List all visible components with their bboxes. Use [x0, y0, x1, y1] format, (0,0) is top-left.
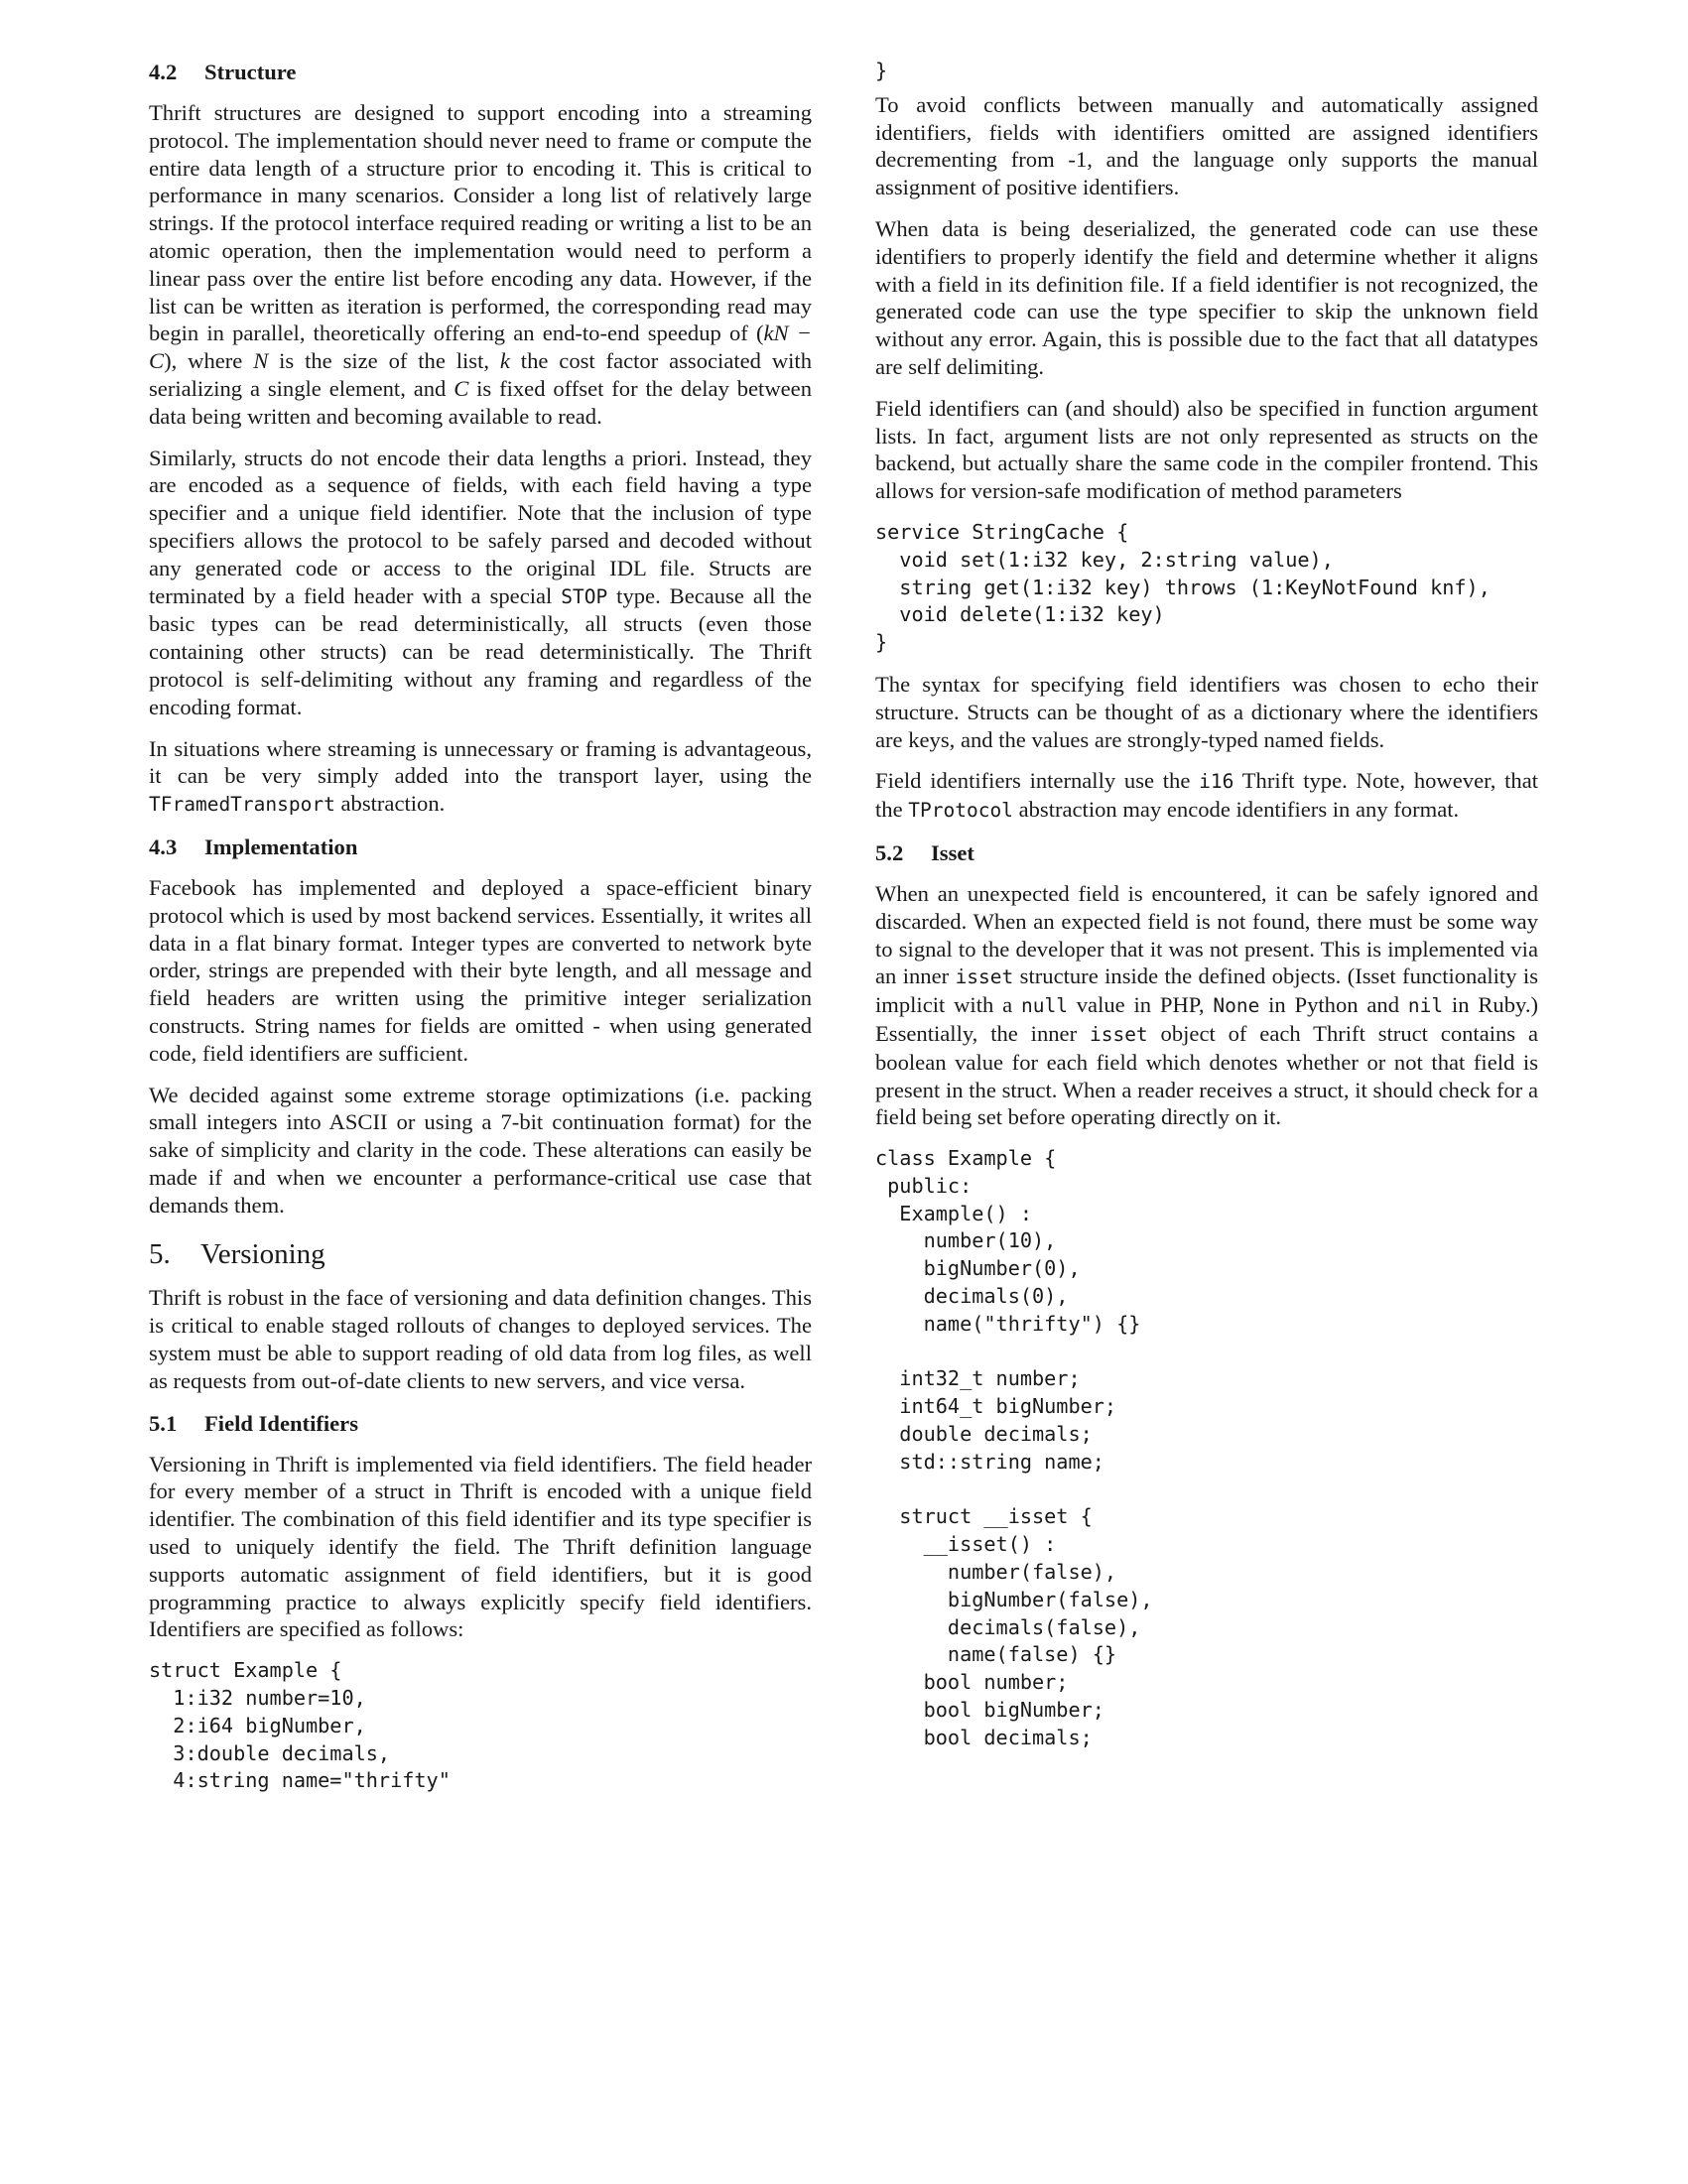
text-run: Thrift type. Note, however, that the [875, 768, 1539, 823]
math-variable: k [499, 348, 510, 374]
paragraph-syntax-echo: The syntax for specifying field identifiers was chosen to echo their structure. Structs can be thought of as a dictionary where the identifiers are keys, and the values are strongly-typed named fields. [875, 671, 1538, 752]
text-run: the cost factor associated with serializing a single element, and [149, 348, 812, 401]
paragraph-structure-framing [149, 735, 812, 819]
inline-code: None [1213, 994, 1260, 1018]
math-variable: C [454, 375, 469, 401]
section-number: 5.1 [149, 1410, 178, 1436]
paragraph-isset [875, 880, 1538, 1131]
section-title: Isset [931, 839, 974, 865]
paragraph-field-identifiers: Versioning in Thrift is implemented via field identifiers. The field header for every member of a struct in Thrift is encoded with a unique field identifier. The combination of this field identifier and its type specifier is used to uniquely identify the field. The Thrift definition language supports automatic assignment of field identifiers, but it is good programming practice to always explicitly specify field identifiers. Identifiers are specified as follows: [149, 1451, 812, 1642]
text-run: structure inside the defined objects. (Isset functionality is implicit with a [875, 964, 1538, 1018]
text-run: Thrift structures are designed to support encoding into a streaming protocol. The implementation should never need to frame or compute the entire data length of a structure prior to encoding it. This is critical to performance in many scenarios. Consider a long list of relatively large strings. If the protocol interface required reading or writing a list to be an atomic operation, then the implementation would need to perform a linear pass over the entire list before encoding any data. However, if the list can be written as iteration is performed, the corresponding read may begin in parallel, theoretically offering an end-to-end speedup of ( [149, 100, 812, 346]
code-block-closing-brace: } [875, 59, 888, 82]
paragraph-implementation-binary: Facebook has implemented and deployed a space-efficient binary protocol which is used by most backend services. Essentially, it writes all data in a flat binary format. Integer types are converted to network byte order, strings are prepended with their byte length, and all message and field headers are written using the primitive integer serialization constructs. String names for fields are omitted - when using generated code, field identifiers are sufficient. [149, 874, 812, 1066]
inline-code: TProtocol [908, 799, 1013, 823]
section-number: 4.2 [149, 60, 178, 84]
inline-code: TFramedTransport [149, 793, 335, 817]
text-run: ), where [164, 348, 254, 374]
paragraph-versioning: Thrift is robust in the face of versioning and data definition changes. This is critical to enable staged rollouts of changes to deployed services. The system must be able to support reading of old data from log files, as well as requests from out-of-date clients to new servers, and vice versa. [149, 1285, 812, 1393]
paragraph-identifier-conflicts: To avoid conflicts between manually and automatically assigned identifiers, fields with identifiers omitted are assigned identifiers decrementing from -1, and the language only supports the manual assignment of positive identifiers. [875, 91, 1538, 200]
section-heading-5 [149, 1236, 812, 1272]
code-block-struct-example: struct Example { 1:i32 number=10, 2:i64 bigNumber, 3:double decimals, 4:string name="thrifty" [149, 1658, 451, 1793]
inline-code: nil [1407, 994, 1444, 1018]
text-run: value in PHP, [1067, 992, 1214, 1018]
section-number: 5.2 [875, 839, 904, 865]
section-number: 5. [149, 1238, 171, 1271]
right-column [875, 58, 1538, 1766]
text-run: in Python and [1259, 992, 1408, 1018]
text-run: Field identifiers internally use the [875, 768, 1200, 794]
inline-code: isset [955, 965, 1014, 989]
text-run: is fixed offset for the delay between data being written and becoming available to read. [149, 375, 812, 429]
text-run: object of each Thrift struct contains a boolean value for each field which denotes whether or not that field is present in the struct. When a reader receives a struct, it should check for a field being set before operating directly on it. [875, 1020, 1538, 1130]
inline-code: null [1020, 994, 1068, 1018]
text-run: In situations where streaming is unnecessary or framing is advantageous, it can be very simply added into the transport layer, using the [149, 735, 812, 789]
left-column [149, 58, 812, 1809]
section-title: Versioning [200, 1238, 325, 1271]
inline-code: STOP [561, 584, 608, 608]
text-run: When an unexpected field is encountered, it can be safely ignored and discarded. When an expected field is not found, there must be some way to signal to the developer that it was not present. This is implemented via an inner [875, 880, 1538, 989]
text-run: abstraction. [334, 791, 446, 817]
section-title: Structure [204, 60, 297, 84]
paragraph-structure-lengths [149, 445, 812, 721]
paragraph-deserialization: When data is being deserialized, the generated code can use these identifiers to properly identify the field and determine whether it aligns with a field in its definition file. If a field identifier is not recognized, the generated code can use the type specifier to skip the unknown field without any error. Again, this is possible due to the fact that all datatypes are self delimiting. [875, 215, 1538, 379]
section-title: Implementation [204, 834, 358, 859]
paragraph-structure-streaming [149, 99, 812, 431]
text-run: abstraction may encode identifiers in any format. [1012, 797, 1460, 823]
math-expression: kN − C [149, 321, 812, 374]
section-number: 4.3 [149, 834, 178, 859]
paragraph-implementation-optimizations: We decided against some extreme storage optimizations (i.e. packing small integers into ASCII or using a 7-bit continuation format) for the sake of simplicity and clarity in the code. These alterations can easily be made if and when we encounter a performance-critical use case that demands them. [149, 1082, 812, 1218]
section-heading-4-3 [149, 833, 812, 862]
section-heading-5-2 [875, 838, 1538, 868]
section-heading-5-1 [149, 1409, 812, 1439]
code-block-class-example: class Example { public: Example() : number(10), bigNumber(0), decimals(0), name("thrifty") {} int32_t number; int64_t bigNumber; double decimals; std::string name; struct __isset { __isset() : number(false), bigNumber(false), decimals(false), name(false) {} bool number; bool bigNumber; bool decimals; [875, 1146, 1153, 1749]
text-run: Similarly, structs do not encode their data lengths a priori. Instead, they are encoded as a sequence of fields, with each field having a type specifier and a unique field identifier. Note that the inclusion of type specifiers allows the protocol to be safely parsed and decoded without any generated code or access to the original IDL file. Structs are terminated by a field header with a special [149, 445, 812, 608]
section-title: Field Identifiers [204, 1410, 359, 1436]
paragraph-argument-lists: Field identifiers can (and should) also be specified in function argument lists. In fact, argument lists are not only represented as structs on the backend, but actually share the same code in the compiler frontend. This allows for version-safe modification of method parameters [875, 395, 1538, 504]
text-run: in Ruby.) Essentially, the inner [875, 992, 1538, 1046]
section-heading-4-2 [149, 58, 812, 87]
text-run: is the size of the list, [268, 348, 500, 374]
math-variable: N [253, 348, 269, 374]
inline-code: i16 [1199, 770, 1234, 794]
text-run: type. Because all the basic types can be read deterministically, all structs (even those containing other structs) can be read deterministically. The Thrift protocol is self-delimiting without any framing and regardless of the encoding format. [149, 582, 812, 719]
paragraph-i16-type [875, 767, 1538, 825]
inline-code: isset [1089, 1022, 1148, 1046]
code-block-service-stringcache: service StringCache { void set(1:i32 key, 2:string value), string get(1:i32 key) throws (1:KeyNotFound knf), void delete(1:i32 key) } [875, 519, 1491, 655]
